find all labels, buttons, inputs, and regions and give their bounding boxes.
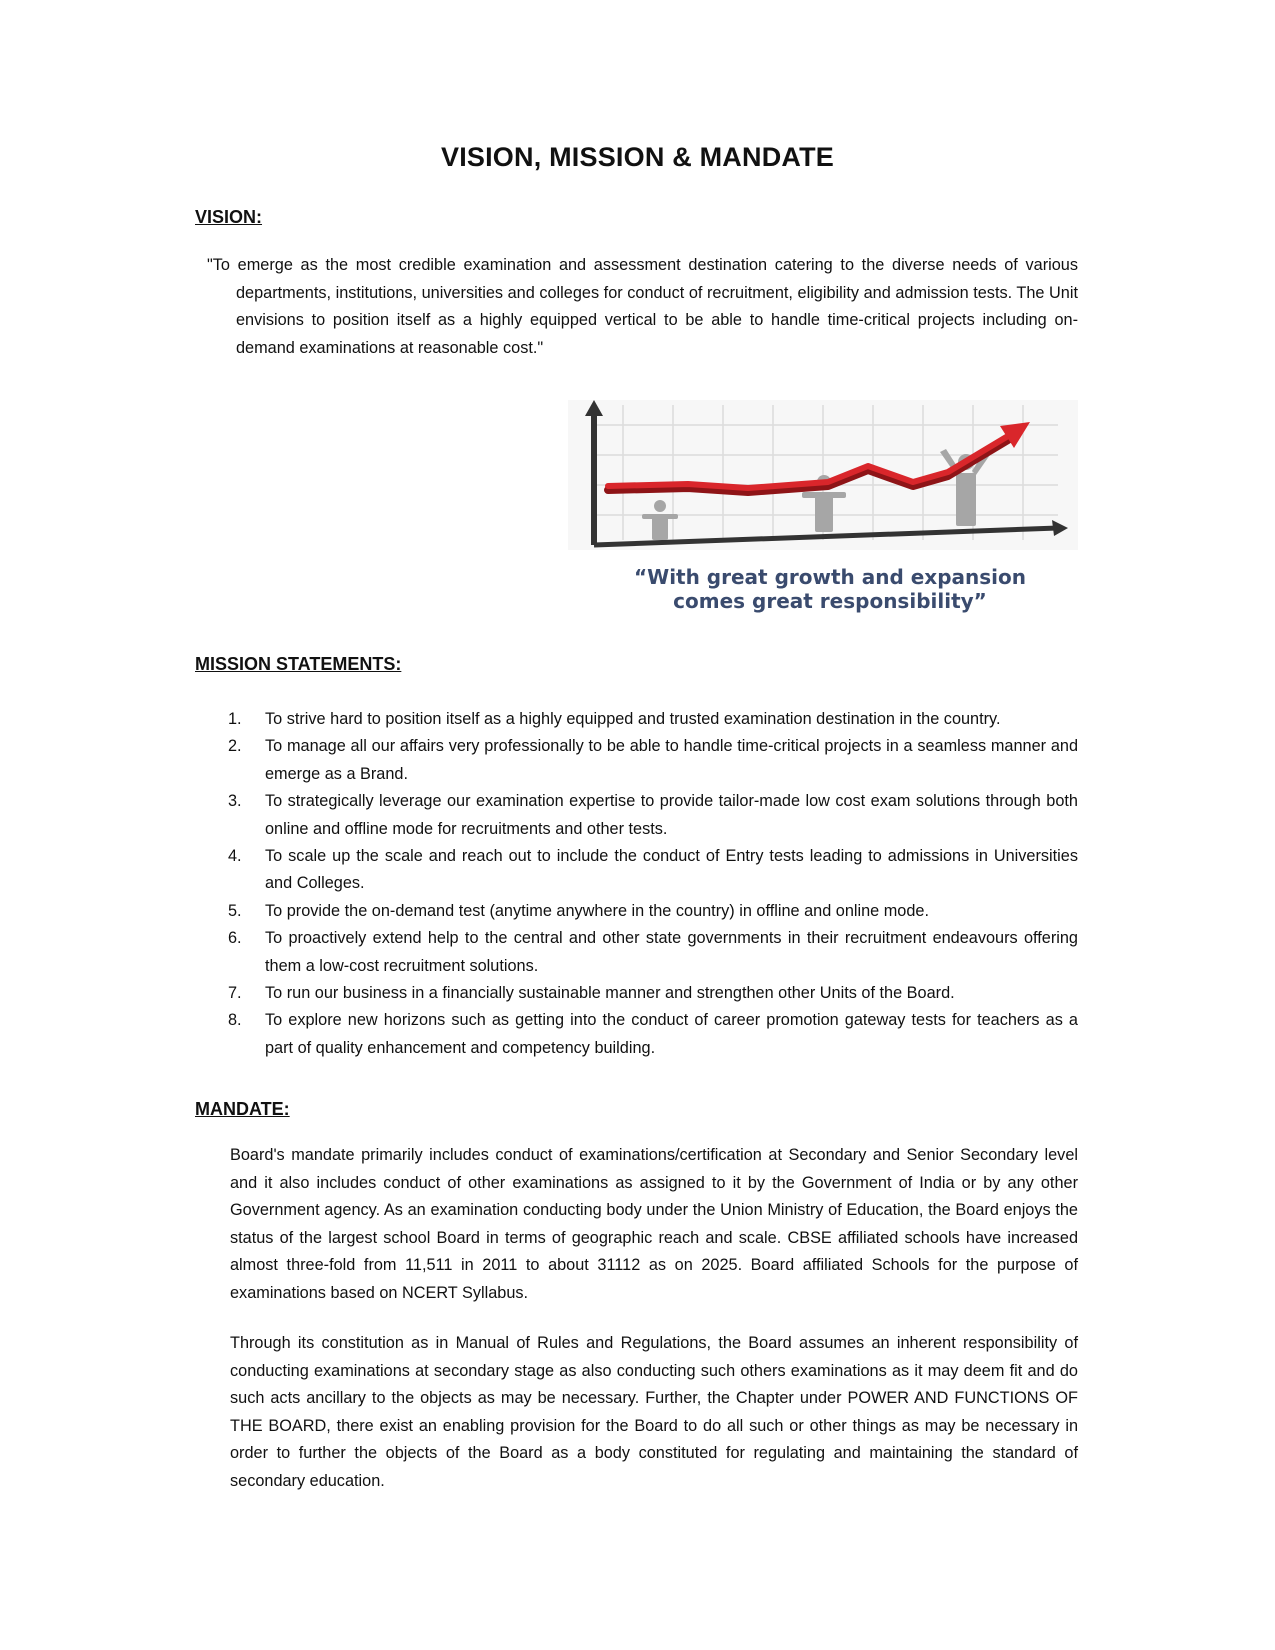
mission-item-text: To proactively extend help to the central and other state governments in their recruitment endeavours offering them a low-cost recruitment solutions. (265, 929, 1078, 975)
vision-heading: VISION: (195, 207, 263, 227)
mission-heading: MISSION STATEMENTS: (195, 654, 402, 674)
mission-item-text: To explore new horizons such as getting into the conduct of career promotion gateway tests for teachers as a part of quality enhancement and competency building. (265, 1011, 1078, 1057)
mission-item (228, 843, 1078, 898)
mission-item (228, 788, 1078, 843)
mission-item-text: To strive hard to position itself as a highly equipped and trusted examination destination in the country. (265, 710, 1001, 728)
vision-statement: "To emerge as the most credible examination and assessment destination catering to the diverse needs of various departments, institutions, universities and colleges for conduct of recruitment, eligibility and admission tests. The Unit envisions to position itself as a highly equipped vertical to be able to handle time-critical projects including on-demand examinations at reasonable cost." (207, 256, 1078, 357)
mission-item-number: 4. (228, 847, 242, 866)
mandate-paragraph-2: Through its constitution as in Manual of Rules and Regulations, the Board assumes an inherent responsibility of conducting examinations at secondary stage as also conducting such others examinations as it may deem fit and do such acts ancillary to the objects as may be necessary. Further, the Chapter under POWER AND FUNCTIONS OF THE BOARD, there exist an enabling provision for the Board to do all such or other things as may be necessary in order to further the objects of the Board as a body constituted for regulating and maintaining the standard of secondary education. (230, 1334, 1078, 1490)
mission-item-text: To strategically leverage our examination expertise to provide tailor-made low cost exam solutions through both online and offline mode for recruitments and other tests. (265, 792, 1078, 838)
mission-item-number: 7. (228, 984, 242, 1003)
mission-list (228, 706, 1078, 1062)
mission-item-number: 3. (228, 792, 242, 811)
mission-item-text: To run our business in a financially sustainable manner and strengthen other Units of the Board. (265, 984, 955, 1003)
mandate-heading: MANDATE: (195, 1099, 290, 1119)
mission-item (228, 733, 1078, 788)
mission-item (228, 706, 1078, 733)
mission-item-number: 1. (228, 710, 242, 728)
page-title: VISION, MISSION & MANDATE (440, 142, 835, 172)
figure-caption-line2: comes great responsibility” (673, 589, 987, 613)
mission-item-number: 2. (228, 737, 242, 756)
growth-illustration (568, 400, 1078, 622)
mission-item-text: To manage all our affairs very professionally to be able to handle time-critical projects in a seamless manner and emerge as a Brand. (265, 737, 1078, 783)
mission-item (228, 925, 1078, 980)
mission-item (228, 1007, 1078, 1062)
mission-item (228, 898, 1078, 925)
mission-item-text: To scale up the scale and reach out to include the conduct of Entry tests leading to admissions in Universities and Colleges. (265, 847, 1078, 893)
figure-caption-line1: “With great growth and expansion (633, 565, 1027, 589)
mission-item-number: 6. (228, 929, 242, 948)
mission-item-text: To provide the on-demand test (anytime anywhere in the country) in offline and online mode. (265, 901, 930, 920)
mission-item-number: 8. (228, 1011, 242, 1030)
mission-item-number: 5. (228, 901, 242, 920)
mandate-paragraph-1: Board's mandate primarily includes conduct of examinations/certification at Secondary and Senior Secondary level and it also includes conduct of other examinations as assigned to it by the Government of India or by any other Government agency. As an examination conducting body under the Union Ministry of Education, the Board enjoys the status of the largest school Board in terms of geographic reach and scale. CBSE affiliated schools have increased almost three-fold from 11,511 in 2011 to about 31112 as on 2025. Board affiliated Schools for the purpose of examinations based on NCERT Syllabus. (230, 1146, 1078, 1302)
growth-chart-graphic (568, 400, 1078, 622)
mission-item (228, 980, 1078, 1007)
